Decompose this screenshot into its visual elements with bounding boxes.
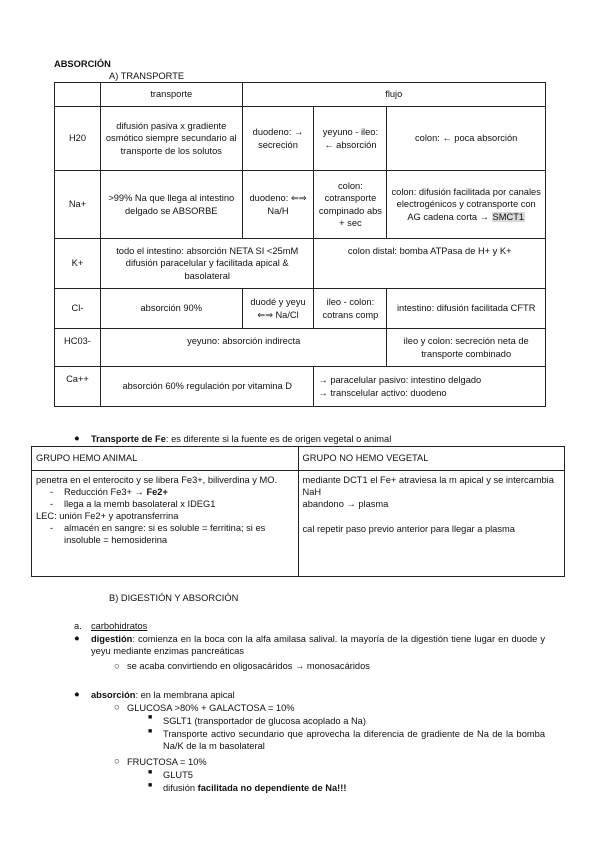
cell-no-hemo-vegetal xyxy=(298,471,564,577)
absorption-desc: : en la membrana apical xyxy=(135,690,235,700)
fe-bullet-text: : es diferente si la fuente es de origen vegetal o animal xyxy=(165,434,392,444)
cell-colon: intestino: difusión facilitada CFTR xyxy=(387,289,546,329)
absorption-label: absorción xyxy=(91,690,136,700)
square-bullet-icon: ■ xyxy=(148,714,153,721)
cell-duodeno: duodeno: → secreción xyxy=(242,107,314,171)
sglt1-line: SGLT1 (transportador de glucosa acoplado a Na) xyxy=(163,716,366,726)
digestion-label: digestión xyxy=(91,634,133,644)
cell-colon xyxy=(387,171,546,239)
diffusion-text: difusión xyxy=(163,783,198,793)
cell-transporte: difusión pasiva x gradiente osmótico siempre secundario al transporte de los solutos xyxy=(100,107,242,171)
header-flujo: flujo xyxy=(242,83,545,107)
ion-label: K+ xyxy=(55,239,101,289)
cell-colon-text: colon: difusión facilitada por canales electrogénicos y cotransporte con AG cadena corta → xyxy=(391,187,541,222)
cell-colon xyxy=(314,367,546,407)
list-item-bold: Fe2+ xyxy=(146,487,168,498)
carbohydrates-title: carbohidratos xyxy=(91,621,148,631)
digestion-text xyxy=(91,633,545,657)
fructose-line: FRUCTOSA = 10% xyxy=(127,757,207,767)
page-heading: ABSORCIÓN xyxy=(54,59,111,69)
header-transporte: transporte xyxy=(100,83,242,107)
table-row xyxy=(55,289,546,329)
bullet-icon: ● xyxy=(74,689,80,699)
table-header-row xyxy=(55,83,546,107)
cell-yeyuno: colon: cotransporte compinado abs + sec xyxy=(314,171,387,239)
cell-yeyuno: ileo - colon: cotrans comp xyxy=(314,289,387,329)
cell-transporte: >99% Na que llega al intestino delgado se ABSORBE xyxy=(100,171,242,239)
square-bullet-icon: ■ xyxy=(148,769,153,776)
ion-label: Na+ xyxy=(55,171,101,239)
cell-duodeno: duodé y yeyu ⇐⇒ Na/Cl xyxy=(242,289,314,329)
table-row xyxy=(55,329,546,367)
ion-label: Ca++ xyxy=(55,367,101,407)
circle-bullet-icon: ○ xyxy=(114,702,120,712)
cell-transporte: absorción 60% regulación por vitamina D xyxy=(100,367,313,407)
calcium-route-1: → paracelular pasivo: intestino delgado xyxy=(318,375,482,386)
calcium-route-2: → transcelular activo: duodeno xyxy=(318,387,447,398)
no-hemo-line-2: abandono → plasma xyxy=(302,499,389,510)
hemo-lec: LEC: unión Fe2+ y apotransferrina xyxy=(36,511,179,522)
diffusion-bold: facilitada no dependiente de Na!!! xyxy=(197,783,347,793)
table-row xyxy=(55,107,546,171)
list-item: - almacén en sangre: si es soluble = ferritina; si es insoluble = hemosiderina xyxy=(50,522,294,546)
section-b-title: B) DIGESTIÓN Y ABSORCIÓN xyxy=(109,593,239,603)
cell-colon: colon distal: bomba ATPasa de H+ y K+ xyxy=(314,239,546,289)
table-row xyxy=(55,367,546,407)
square-bullet-icon: ■ xyxy=(148,728,153,735)
hemo-intro: penetra en el enterocito y se libera Fe3+, biliverdina y MO. xyxy=(36,475,278,485)
transport-table xyxy=(54,82,546,407)
table-row xyxy=(55,171,546,239)
fe-bullet-title: Transporte de Fe xyxy=(91,434,166,444)
cell-colon: colon: ← poca absorción xyxy=(387,107,546,171)
circle-bullet-icon: ○ xyxy=(114,661,120,671)
glucose-line: GLUCOSA >80% + GALACTOSA = 10% xyxy=(127,703,295,713)
cell-duodeno: duodeno: ⇐⇒ Na/H xyxy=(242,171,314,239)
square-bullet-icon: ■ xyxy=(148,782,153,789)
highlighted-term: SMCT1 xyxy=(492,211,525,222)
header-no-hemo-vegetal: GRUPO NO HEMO VEGETAL xyxy=(298,447,564,471)
list-item: - llega a la memb basolateral x IDEG1 xyxy=(50,498,294,510)
iron-table xyxy=(31,446,565,577)
no-hemo-line-3: cal repetir paso previo anterior para llegar a plasma xyxy=(302,524,515,535)
circle-bullet-icon: ○ xyxy=(114,756,120,766)
header-hemo-animal: GRUPO HEMO ANIMAL xyxy=(32,447,299,471)
ion-label: HC03- xyxy=(55,329,101,367)
list-marker: a. xyxy=(74,621,82,631)
cell-colon: ileo y colon: secreción neta de transporte combinado xyxy=(387,329,546,367)
bullet-icon: ● xyxy=(74,433,80,443)
digestion-sub: se acaba convirtiendo en oligosacáridos → monosacáridos xyxy=(127,661,370,671)
table-row xyxy=(55,239,546,289)
bullet-icon: ● xyxy=(74,633,80,643)
list-item xyxy=(50,486,294,498)
no-hemo-line-1: mediante DCT1 el Fe+ atraviesa la m apical y se intercambia NaH xyxy=(302,475,554,498)
cell-yeyuno: yeyuno - ileo: ← absorción xyxy=(314,107,387,171)
secondary-transport-line: Transporte activo secundario que aprovecha la diferencia de gradiente de Na de la bomba Na/K de la m basolateral xyxy=(163,729,545,752)
ion-label: H20 xyxy=(55,107,101,171)
cell-hemo-animal xyxy=(32,471,299,577)
digestion-desc: : comienza en la boca con la alfa amilasa salival. la mayoría de la digestión tiene lugar en duode y yeyu mediante enzimas pancreáticas xyxy=(91,634,545,657)
ion-label: Cl- xyxy=(55,289,101,329)
fe-bullet xyxy=(91,433,391,445)
cell-transporte: absorción 90% xyxy=(100,289,242,329)
section-a-title: A) TRANSPORTE xyxy=(109,71,185,81)
cell-transporte: todo el intestino: absorción NETA SI <25mM difusión paracelular y facilitada apical & basolateral xyxy=(100,239,313,289)
list-item-text: Reducción Fe3+ → xyxy=(64,487,147,498)
glut5-line: GLUT5 xyxy=(163,770,193,780)
facilitated-diffusion-line xyxy=(163,782,346,794)
cell-transporte: yeyuno: absorción indirecta xyxy=(100,329,386,367)
absorption-text xyxy=(91,689,235,701)
